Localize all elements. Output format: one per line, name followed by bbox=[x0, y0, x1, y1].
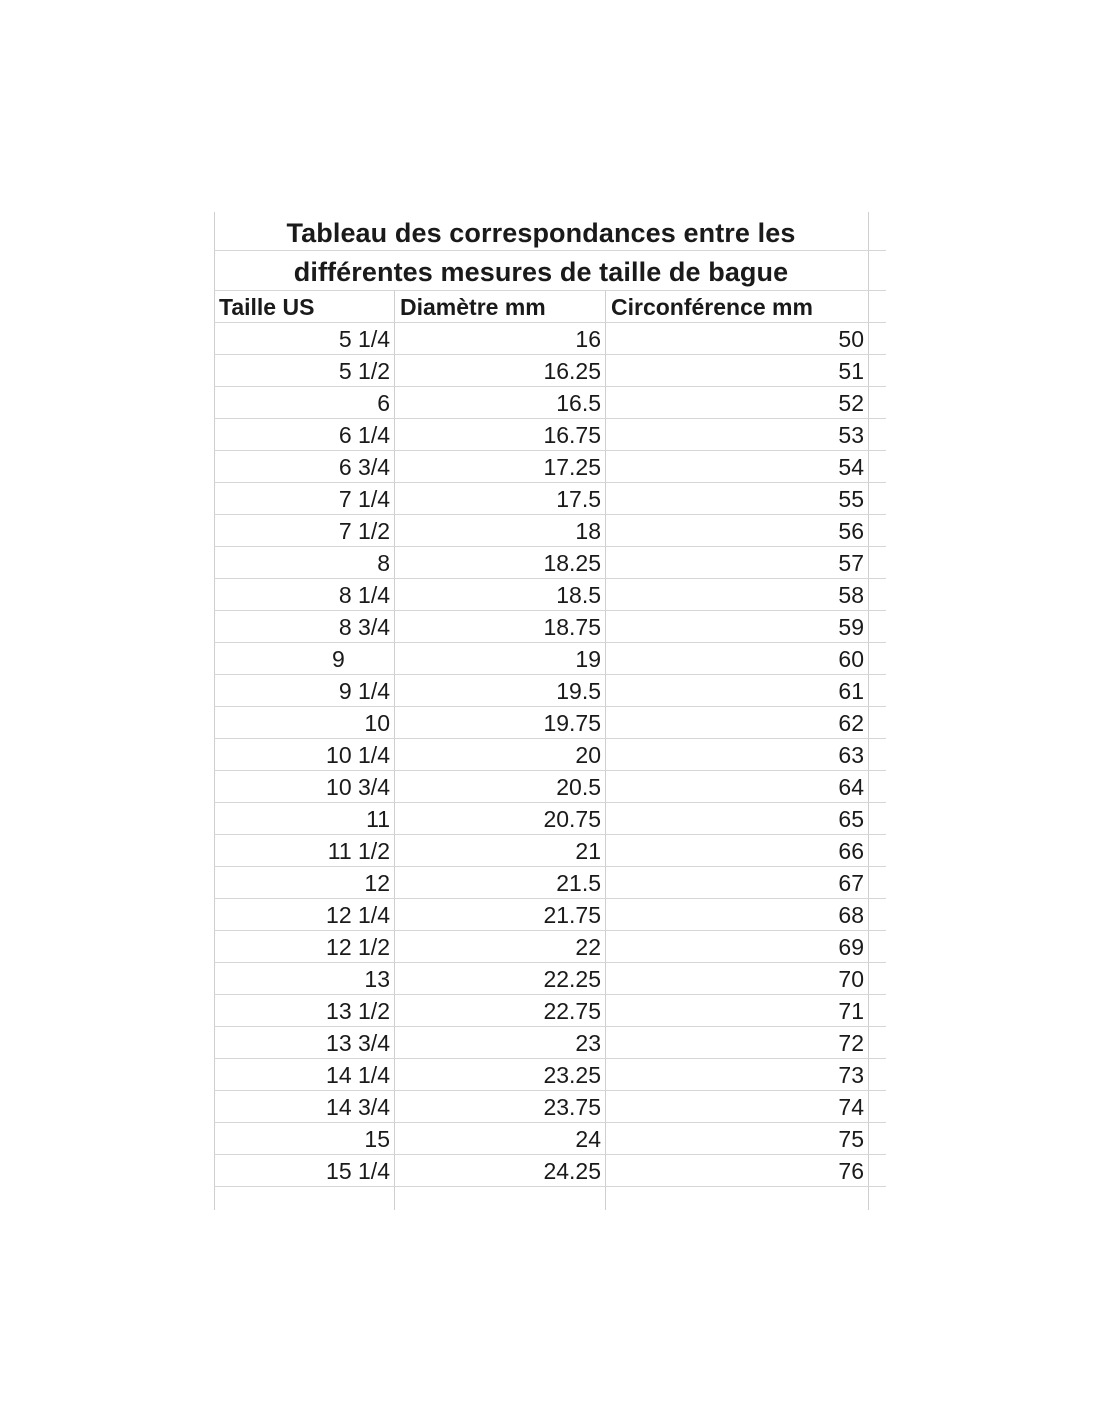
cell-us-size: 9 1/4 bbox=[338, 678, 390, 704]
cell-circumference: 52 bbox=[838, 390, 864, 416]
cell-us-size: 6 bbox=[377, 390, 390, 416]
cell-circumference: 67 bbox=[838, 870, 864, 896]
cell-us-size: 10 3/4 bbox=[326, 774, 390, 800]
cell-circumference: 75 bbox=[838, 1126, 864, 1152]
cell-us-size: 12 bbox=[364, 870, 390, 896]
cell-diameter: 22 bbox=[575, 934, 601, 960]
cell-circumference: 64 bbox=[838, 774, 864, 800]
cell-diameter: 23.75 bbox=[543, 1094, 601, 1120]
cell-circumference: 56 bbox=[838, 518, 864, 544]
cell-diameter: 17.25 bbox=[543, 454, 601, 480]
cell-us-size: 12 1/2 bbox=[326, 934, 390, 960]
header-circumference: Circonférence mm bbox=[611, 294, 813, 320]
cell-circumference: 55 bbox=[838, 486, 864, 512]
cell-circumference: 74 bbox=[838, 1094, 864, 1120]
cell-us-size: 6 1/4 bbox=[338, 422, 390, 448]
table-title-line-1: Tableau des correspondances entre les bbox=[286, 218, 796, 248]
cell-us-size: 9 bbox=[332, 646, 345, 672]
cell-us-size: 10 bbox=[364, 710, 390, 736]
cell-diameter: 19.5 bbox=[556, 678, 601, 704]
cell-circumference: 68 bbox=[838, 902, 864, 928]
cell-circumference: 69 bbox=[838, 934, 864, 960]
cell-circumference: 53 bbox=[838, 422, 864, 448]
cell-diameter: 23.25 bbox=[543, 1062, 601, 1088]
cell-diameter: 17.5 bbox=[556, 486, 601, 512]
cell-diameter: 24.25 bbox=[543, 1158, 601, 1184]
cell-circumference: 72 bbox=[838, 1030, 864, 1056]
cell-us-size: 11 1/2 bbox=[327, 838, 390, 864]
cell-us-size: 5 1/4 bbox=[338, 326, 390, 352]
cell-us-size: 14 1/4 bbox=[326, 1062, 390, 1088]
cell-circumference: 63 bbox=[838, 742, 864, 768]
cell-us-size: 14 3/4 bbox=[326, 1094, 390, 1120]
cell-us-size: 8 bbox=[377, 550, 390, 576]
cell-circumference: 62 bbox=[838, 710, 864, 736]
table-title-line-2: différentes mesures de taille de bague bbox=[293, 257, 789, 287]
cell-diameter: 24 bbox=[575, 1126, 601, 1152]
cell-circumference: 71 bbox=[838, 998, 864, 1024]
cell-diameter: 20.75 bbox=[543, 806, 601, 832]
cell-diameter: 19 bbox=[575, 646, 601, 672]
cell-circumference: 60 bbox=[838, 646, 864, 672]
cell-diameter: 16.5 bbox=[556, 390, 601, 416]
cell-us-size: 15 bbox=[364, 1126, 390, 1152]
grid-line bbox=[868, 212, 869, 1210]
cell-circumference: 70 bbox=[838, 966, 864, 992]
cell-us-size: 10 1/4 bbox=[326, 742, 390, 768]
cell-circumference: 50 bbox=[838, 326, 864, 352]
cell-us-size: 8 3/4 bbox=[338, 614, 390, 640]
cell-diameter: 22.75 bbox=[543, 998, 601, 1024]
cell-circumference: 76 bbox=[838, 1158, 864, 1184]
cell-diameter: 16 bbox=[575, 326, 601, 352]
header-us-size: Taille US bbox=[219, 294, 315, 320]
cell-us-size: 13 bbox=[364, 966, 390, 992]
cell-us-size: 11 bbox=[366, 806, 390, 832]
cell-circumference: 61 bbox=[838, 678, 864, 704]
cell-us-size: 6 3/4 bbox=[338, 454, 390, 480]
cell-us-size: 7 1/4 bbox=[338, 486, 390, 512]
cell-diameter: 19.75 bbox=[543, 710, 601, 736]
cell-us-size: 7 1/2 bbox=[338, 518, 390, 544]
cell-circumference: 66 bbox=[838, 838, 864, 864]
cell-circumference: 65 bbox=[838, 806, 864, 832]
cell-diameter: 21.75 bbox=[543, 902, 601, 928]
cell-us-size: 13 1/2 bbox=[326, 998, 390, 1024]
cell-diameter: 21 bbox=[575, 838, 601, 864]
cell-diameter: 18.25 bbox=[543, 550, 601, 576]
cell-diameter: 20.5 bbox=[556, 774, 601, 800]
cell-diameter: 23 bbox=[575, 1030, 601, 1056]
ring-size-table bbox=[214, 212, 886, 1210]
grid-line bbox=[605, 290, 606, 1210]
grid-line bbox=[394, 290, 395, 1210]
grid-line bbox=[214, 1186, 886, 1187]
cell-diameter: 18.5 bbox=[556, 582, 601, 608]
cell-circumference: 54 bbox=[838, 454, 864, 480]
cell-us-size: 12 1/4 bbox=[326, 902, 390, 928]
cell-diameter: 18.75 bbox=[543, 614, 601, 640]
cell-circumference: 51 bbox=[838, 358, 864, 384]
cell-diameter: 18 bbox=[575, 518, 601, 544]
header-diameter: Diamètre mm bbox=[400, 294, 546, 320]
cell-diameter: 16.75 bbox=[543, 422, 601, 448]
cell-circumference: 58 bbox=[838, 582, 864, 608]
cell-circumference: 57 bbox=[838, 550, 864, 576]
cell-diameter: 16.25 bbox=[543, 358, 601, 384]
cell-us-size: 5 1/2 bbox=[338, 358, 390, 384]
cell-diameter: 20 bbox=[575, 742, 601, 768]
cell-us-size: 15 1/4 bbox=[326, 1158, 390, 1184]
cell-circumference: 59 bbox=[838, 614, 864, 640]
cell-us-size: 13 3/4 bbox=[326, 1030, 390, 1056]
cell-us-size: 8 1/4 bbox=[338, 582, 390, 608]
cell-diameter: 22.25 bbox=[543, 966, 601, 992]
cell-diameter: 21.5 bbox=[556, 870, 601, 896]
cell-circumference: 73 bbox=[838, 1062, 864, 1088]
